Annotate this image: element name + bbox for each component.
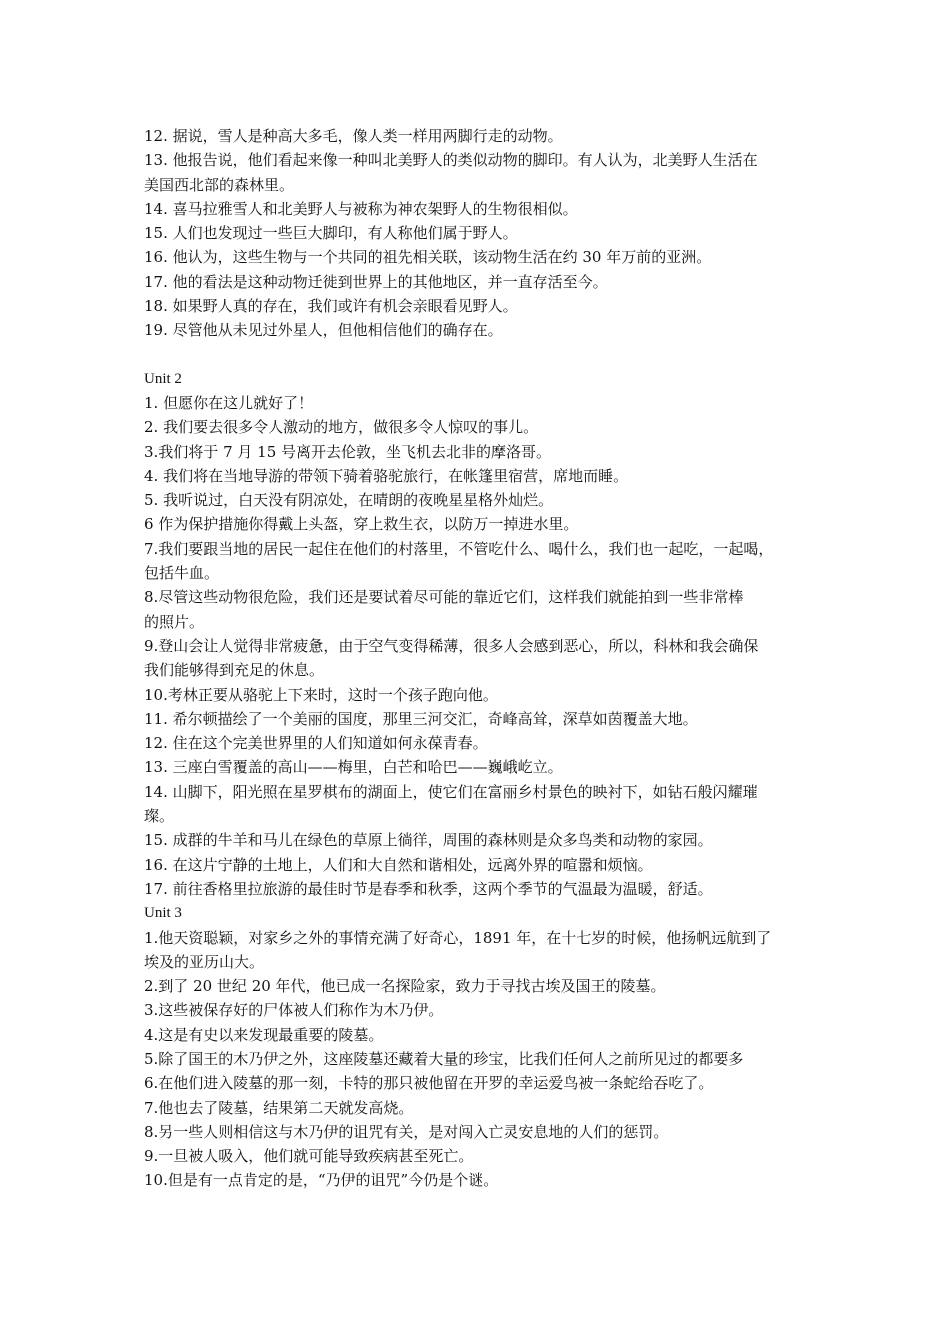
sentence-line: 15. 人们也发现过一些巨大脚印，有人称他们属于野人。 [144,224,518,243]
sentence-line: 9.登山会让人觉得非常疲惫，由于空气变得稀薄，很多人会感到恶心，所以，科林和我会确保 [144,636,759,655]
sentence-line: 4.这是有史以来发现最重要的陵墓。 [144,1025,384,1044]
unit1-section [144,124,824,343]
sentence-line: 19. 尽管他从未见过外星人，但他相信他们的确存在。 [144,321,503,340]
sentence-line: 11. 希尔顿描绘了一个美丽的国度，那里三河交汇，奇峰高耸，深草如茵覆盖大地。 [144,709,698,728]
sentence-line: 8.另一些人则相信这与木乃伊的诅咒有关，是对闯入亡灵安息地的人们的惩罚。 [144,1122,669,1141]
sentence-line: 17. 他的看法是这种动物迁徙到世界上的其他地区，并一直存活至今。 [144,272,608,291]
sentence-line: 10.但是有一点肯定的是，“乃伊的诅咒”今仍是个谜。 [144,1171,499,1190]
sentence-line: 12. 据说，雪人是种高大多毛，像人类一样用两脚行走的动物。 [144,127,563,145]
sentence-line: 2. 我们要去很多令人激动的地方，做很多令人惊叹的事儿。 [144,418,539,437]
section-gap [144,343,824,367]
unit-heading: Unit 2 [144,370,182,387]
sentence-line: 6.在他们进入陵墓的那一刻，卡特的那只被他留在开罗的幸运爱鸟被一条蛇给吞吃了。 [144,1074,714,1093]
sentence-line: 8.尽管这些动物很危险，我们还是要试着尽可能的靠近它们，这样我们就能拍到一些非常棒 [144,588,744,607]
unit2-section [144,367,824,902]
sentence-line: 6 作为保护措施你得戴上头盔，穿上救生衣，以防万一掉进水里。 [144,515,579,534]
sentence-line: 16. 在这片宁静的土地上，人们和大自然和谐相处，远离外界的喧嚣和烦恼。 [144,855,653,874]
sentence-line: 10.考林正要从骆驼上下来时，这时一个孩子跑向他。 [144,685,498,704]
sentence-line: 1.他天资聪颖，对家乡之外的事情充满了好奇心，1891 年，在十七岁的时候，他扬帆远航到了 [144,928,772,947]
sentence-line: 14. 山脚下，阳光照在星罗棋布的湖面上，使它们在富丽乡村景色的映衬下，如钻石般闪耀璀 [144,782,758,801]
sentence-line: 我们能够得到充足的休息。 [144,661,325,680]
sentence-line: 16. 他认为，这些生物与一个共同的祖先相关联，该动物生活在约 30 年万前的亚洲。 [144,248,712,267]
sentence-line: 12. 住在这个完美世界里的人们知道如何永葆青春。 [144,734,488,753]
sentence-line: 5.除了国王的木乃伊之外，这座陵墓还藏着大量的珍宝，比我们任何人之前所见过的都要多 [144,1049,744,1068]
unit3-section [144,901,824,1193]
sentence-line: 的照片。 [144,612,205,631]
sentence-line: 3.我们将于 7 月 15 号离开去伦敦，坐飞机去北非的摩洛哥。 [144,442,552,461]
sentence-line: 7.我们要跟当地的居民一起住在他们的村落里，不管吃什么、喝什么，我们也一起吃，一起喝， [144,539,774,558]
sentence-line: 13. 他报告说，他们看起来像一种叫北美野人的类似动物的脚印。有人认为，北美野人生活在 [144,151,758,170]
sentence-line: 4. 我们将在当地导游的带领下骑着骆驼旅行，在帐篷里宿营，席地而睡。 [144,466,629,485]
sentence-line: 9.一旦被人吸入，他们就可能导致疾病甚至死亡。 [144,1147,474,1166]
sentence-line: 18. 如果野人真的存在，我们或许有机会亲眼看见野人。 [144,297,518,316]
sentence-line: 2.到了 20 世纪 20 年代，他已成一名探险家，致力于寻找古埃及国王的陵墓。 [144,977,666,996]
sentence-line: 1. 但愿你在这儿就好了！ [144,393,314,412]
unit-heading: Unit 3 [144,905,182,922]
sentence-line: 14. 喜马拉雅雪人和北美野人与被称为神农架野人的生物很相似。 [144,199,578,218]
sentence-line: 包括牛血。 [144,564,220,583]
sentence-line: 美国西北部的森林里。 [144,175,295,194]
sentence-line: 15. 成群的牛羊和马儿在绿色的草原上徜徉，周围的森林则是众多鸟类和动物的家园。 [144,831,713,850]
sentence-line: 7.他也去了陵墓，结果第二天就发高烧。 [144,1098,414,1117]
sentence-line: 13. 三座白雪覆盖的高山——梅里，白芒和哈巴——巍峨屹立。 [144,758,563,777]
sentence-line: 3.这些被保存好的尸体被人们称作为木乃伊。 [144,1001,444,1020]
document-page [144,124,824,1193]
sentence-line: 璨。 [144,807,175,826]
sentence-line: 17. 前往香格里拉旅游的最佳时节是春季和秋季，这两个季节的气温最为温暖，舒适。 [144,879,713,898]
sentence-line: 埃及的亚历山大。 [144,952,265,971]
sentence-line: 5. 我听说过，白天没有阴凉处，在晴朗的夜晚星星格外灿烂。 [144,491,554,510]
